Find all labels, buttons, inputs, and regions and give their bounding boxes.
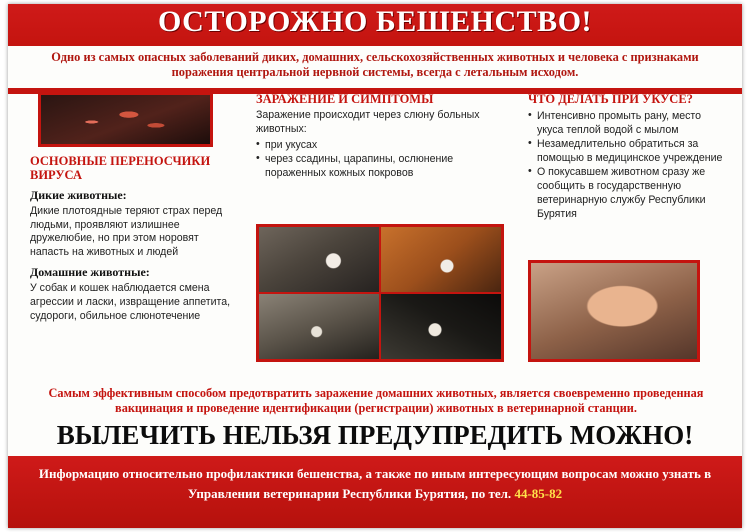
- fox-photo: [381, 227, 501, 292]
- bite-heading: ЧТО ДЕЛАТЬ ПРИ УКУСЕ?: [528, 92, 693, 106]
- poster-body: [8, 92, 742, 382]
- footer-text: [18, 464, 732, 504]
- wild-animals-text: Дикие плотоядные теряют страх перед людьми, проявляют излишнее дружелюбие, но при этом норовят напасть на животных и людей: [30, 205, 223, 258]
- dog-photo: [381, 294, 501, 359]
- left-heading: ОСНОВНЫЕ ПЕРЕНОСЧИКИ ВИРУСА: [30, 154, 211, 182]
- virus-photo: [38, 92, 213, 147]
- cat-photo: [259, 294, 379, 359]
- middle-column: [256, 92, 514, 180]
- poster-subtitle: Одно из самых опасных заболеваний диких, домашних, сельскохозяйственных животных и человека с признаками поражения центральной нервной системы, всегда с летальным исходом.: [51, 50, 699, 79]
- poster-sheet: [8, 4, 742, 528]
- footer-band: [8, 456, 742, 528]
- wild-animals-heading: Дикие животные:: [30, 188, 127, 202]
- list-item: • при укусах: [256, 138, 514, 152]
- infection-bullets: [256, 138, 514, 180]
- infection-intro: Заражение происходит через слюну больных животных:: [256, 109, 480, 135]
- list-item: • Незамедлительно обратиться за помощью в медицинское учреждение: [528, 137, 724, 165]
- bite-treatment-photo: [528, 260, 700, 362]
- right-column: [528, 92, 724, 221]
- left-column: [30, 92, 235, 323]
- infection-heading: ЗАРАЖЕНИЕ И СИМПТОМЫ: [256, 92, 434, 106]
- footer-line-2: вопросам можно узнать в Управлении ветеринарии Республики Бурятия, по тел.: [187, 466, 712, 501]
- footer-line-1: Информацию относительно профилактики бешенства, а также по иным интересующим: [38, 466, 559, 481]
- bite-bullets: [528, 109, 724, 221]
- wolf-photo: [259, 227, 379, 292]
- poster-slogan: ВЫЛЕЧИТЬ НЕЛЬЗЯ ПРЕДУПРЕДИТЬ МОЖНО!: [56, 420, 694, 450]
- footer-phone: 44-85-82: [514, 486, 563, 501]
- animal-photo-grid: [256, 224, 504, 362]
- vaccination-emphasis: Самым эффективным способом предотвратить заражение домашних животных, является своевременно проведенная вакцинация и проведение идентификации (регистрации) животных в ветеринарной станции.: [48, 386, 704, 415]
- domestic-animals-heading: Домашние животные:: [30, 265, 150, 280]
- list-item: • О покусавшем животном сразу же сообщить в государственную ветеринарную службу Республики Бурятия: [528, 165, 724, 221]
- list-item: • через ссадины, царапины, ослюнение пораженных кожных покровов: [256, 152, 514, 180]
- list-item: • Интенсивно промыть рану, место укуса теплой водой с мылом: [528, 109, 724, 137]
- domestic-animals-text: У собак и кошек наблюдается смена агрессии и ласки, извращение аппетита, судороги, обильное слюнотечение: [30, 282, 231, 322]
- page-title: ОСТОРОЖНО БЕШЕНСТВО!: [157, 5, 593, 38]
